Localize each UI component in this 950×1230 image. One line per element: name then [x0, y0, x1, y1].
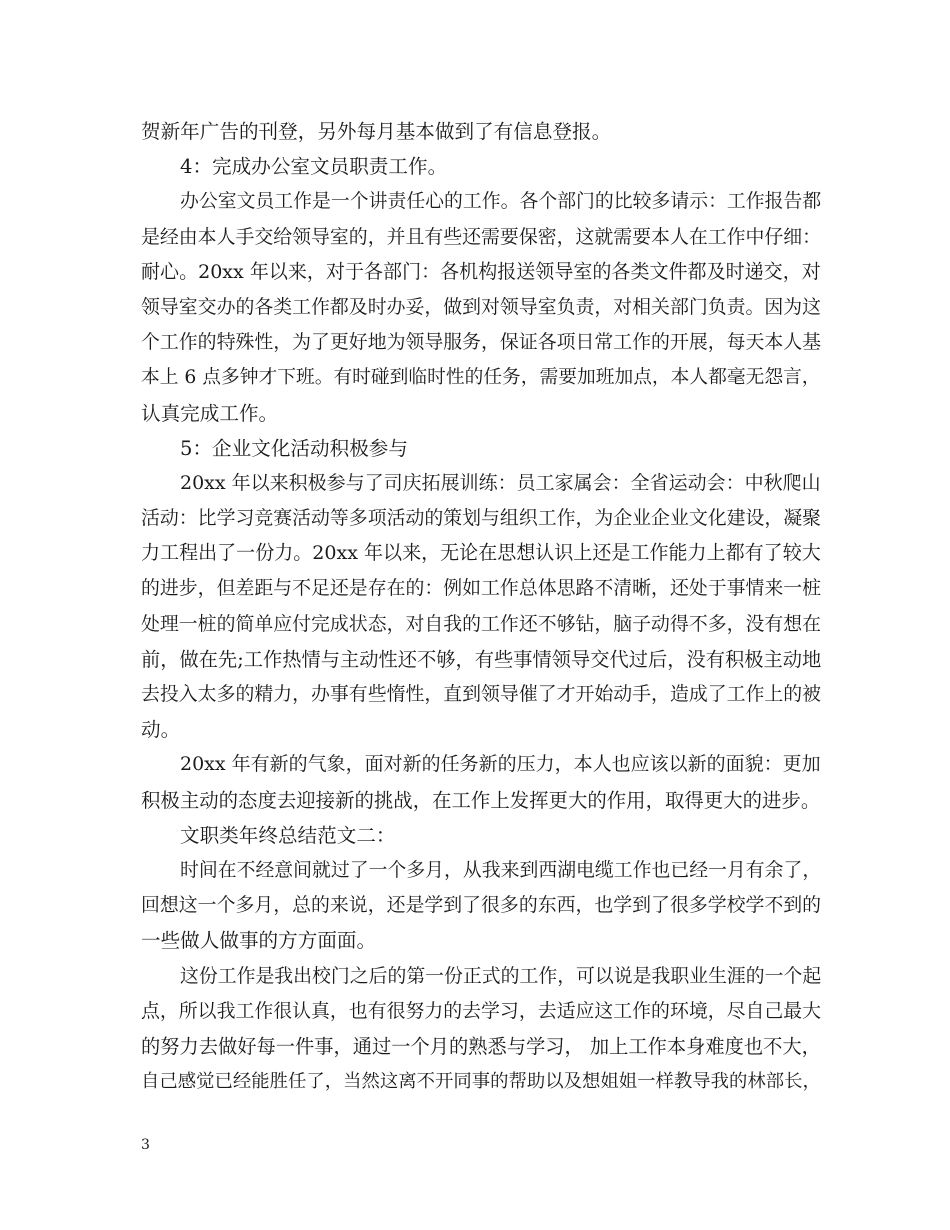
- text-line: 的努力去做好每一件事，通过一个月的熟悉与学习， 加上工作本身难度也不大，: [141, 1034, 821, 1058]
- text-line: 办公室文员工作是一个讲责任心的工作。各个部门的比较多请示：工作报告都: [180, 190, 822, 213]
- text-line: 积极主动的态度去迎接新的挑战，在工作上发挥更大的作用，取得更大的进步。: [141, 788, 821, 812]
- text-line: 贺新年广告的刊登，另外每月基本做到了有信息登报。: [141, 120, 612, 143]
- text-line: 耐心。20xx 年以来，对于各部门：各机构报送领导室的各类文件都及时递交，对: [141, 260, 821, 283]
- text-line: 点，所以我工作很认真，也有很努力的去学习，去适应这工作的环境，尽自己最大: [141, 999, 822, 1022]
- text-line: 4：完成办公室文员职责工作。: [180, 155, 448, 179]
- page-number: 3: [141, 1137, 150, 1153]
- text-line: 本上 6 点多钟才下班。有时碰到临时性的任务，需要加班加点，本人都毫无怨言，: [141, 367, 821, 389]
- body-text: [141, 114, 821, 1099]
- text-line: 个工作的特殊性，为了更好地为领导服务，保证各项日常工作的开展，每天本人基: [141, 331, 822, 354]
- text-line: 认真完成工作。: [141, 401, 279, 425]
- text-line: 5：企业文化活动积极参与: [180, 436, 408, 460]
- text-line: 动。: [141, 718, 181, 742]
- text-line: 是经由本人手交给领导室的，并且有些还需要保密，这就需要本人在工作中仔细：: [141, 225, 822, 248]
- text-line: 的进步，但差距与不足还是存在的：例如工作总体思路不清晰，还处于事情来一桩: [141, 577, 822, 600]
- text-line: 自己感觉已经能胜任了，当然这离不开同事的帮助以及想姐姐一样教导我的林部长，: [141, 1071, 821, 1093]
- text-line: 这份工作是我出校门之后的第一份正式的工作，可以说是我职业生涯的一个起: [180, 964, 822, 987]
- text-line: 回想这一个多月，总的来说，还是学到了很多的东西，也学到了很多学校学不到的: [141, 894, 822, 917]
- text-line: 去投入太多的精力，办事有些惰性，直到领导催了才开始动手，造成了工作上的被: [141, 683, 822, 705]
- text-line: 一些做人做事的方方面面。: [141, 929, 377, 953]
- text-line: 活动：比学习竞赛活动等多项活动的策划与组织工作，为企业企业文化建设，凝聚: [141, 507, 822, 530]
- text-line: 20xx 年有新的气象，面对新的任务新的压力，本人也应该以新的面貌：更加: [180, 753, 821, 776]
- text-line: 处理一桩的简单应付完成状态，对自我的工作还不够钻，脑子动得不多，没有想在: [141, 612, 822, 635]
- text-line: 时间在不经意间就过了一个多月，从我来到西湖电缆工作也已经一月有余了，: [180, 858, 822, 881]
- text-line: 20xx 年以来积极参与了司庆拓展训练：员工家属会：全省运动会：中秋爬山: [180, 471, 821, 494]
- text-line: 力工程出了一份力。20xx 年以来，无论在思想认识上还是工作能力上都有了较大: [141, 542, 821, 565]
- text-line: 文职类年终总结范文二：: [180, 823, 396, 847]
- text-line: 前，做在先;工作热情与主动性还不够，有些事情领导交代过后，没有积极主动地: [141, 647, 822, 671]
- text-line: 领导室交办的各类工作都及时办妥，做到对领导室负责，对相关部门负责。因为这: [141, 295, 822, 318]
